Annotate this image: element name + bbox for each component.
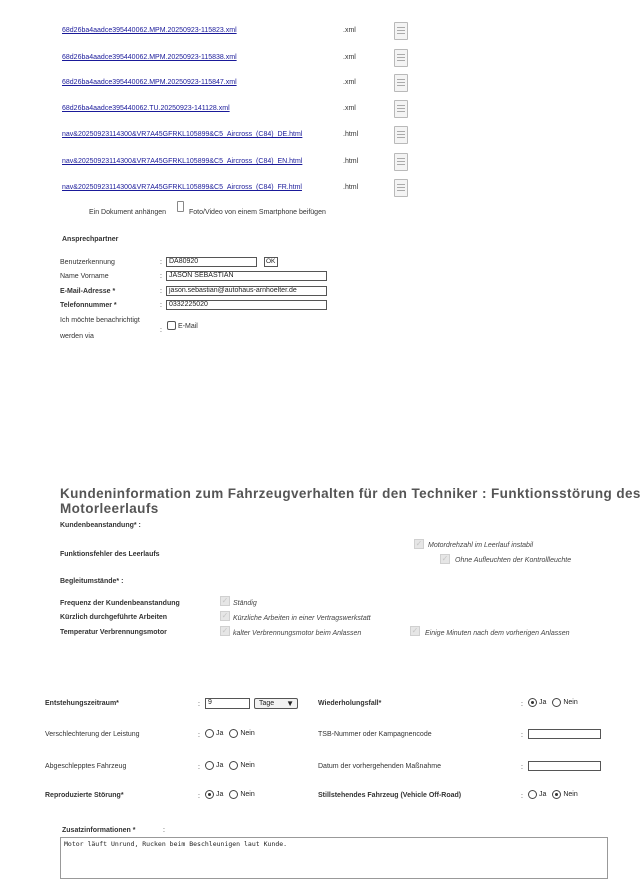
colon: :: [160, 288, 162, 295]
colon: :: [160, 302, 162, 309]
radio-yes[interactable]: [528, 698, 537, 707]
vehicle-off-road-radio-group: [528, 790, 582, 799]
document-icon[interactable]: [394, 126, 408, 144]
attachment-ext: .xml: [343, 54, 356, 61]
frequency-value: Ständig: [233, 600, 257, 607]
section-heading-line2: Motorleerlaufs: [60, 501, 159, 516]
performance-loss-radio-group: [205, 729, 259, 738]
checkbox-checked[interactable]: ✓: [415, 539, 423, 548]
radio-no-label: Nein: [240, 762, 255, 769]
attach-photo-link[interactable]: Foto/Video von einem Smartphone beifügen: [189, 209, 326, 216]
idle-option-label: Ohne Aufleuchten der Kontrollleuchte: [455, 557, 572, 564]
phone-input[interactable]: 0332225020: [166, 300, 327, 310]
reproduced-fault-label: Reproduzierte Störung*: [45, 792, 124, 799]
attachment-link[interactable]: nav&20250923114300&VR7A45GFRKL105899&C5_Aircross_(C84)_DE.html: [62, 131, 303, 138]
previous-action-date-input[interactable]: [528, 761, 601, 771]
radio-no[interactable]: [229, 761, 238, 770]
towed-vehicle-radio-group: [205, 761, 259, 770]
radio-yes-label: Ja: [216, 791, 224, 798]
repeat-case-label: Wiederholungsfall*: [318, 700, 382, 707]
section-heading-line1: Kundeninformation zum Fahrzeugverhalten für den Techniker : Funktionsstörung des: [60, 486, 641, 501]
colon: :: [160, 327, 162, 334]
radio-yes-label: Ja: [539, 699, 547, 706]
checkbox-checked[interactable]: ✓: [221, 626, 229, 635]
smartphone-icon[interactable]: [177, 201, 184, 212]
checkbox-checked[interactable]: ✓: [221, 611, 229, 620]
attachment-ext: .html: [343, 184, 359, 191]
attachment-link[interactable]: 68d26ba4aadce395440062.MPM.20250923-115838.xml: [62, 54, 237, 61]
colon: :: [521, 764, 523, 771]
attach-document-link[interactable]: Ein Dokument anhängen: [89, 209, 167, 216]
reproduced-fault-radio-group: [205, 790, 259, 799]
email-notify-label: E-Mail: [178, 323, 198, 330]
notify-label: Ich möchte benachrichtigt: [60, 317, 140, 324]
radio-yes-label: Ja: [539, 791, 547, 798]
vehicle-off-road-label: Stillstehendes Fahrzeug (Vehicle Off-Road): [318, 792, 462, 799]
radio-yes[interactable]: [528, 790, 537, 799]
radio-yes-label: Ja: [216, 730, 224, 737]
repeat-case-radio-group: [528, 698, 582, 707]
attachment-link[interactable]: nav&20250923114300&VR7A45GFRKL105899&C5_Aircross_(C84)_FR.html: [62, 184, 302, 191]
attachment-ext: .xml: [343, 105, 356, 112]
circumstances-label: Begleitumstände* :: [60, 578, 124, 585]
recent-work-value: Kürzliche Arbeiten in einer Vertragswerkstatt: [233, 615, 371, 622]
document-icon[interactable]: [394, 153, 408, 171]
notify-label-line2: werden via: [60, 333, 94, 340]
document-icon[interactable]: [394, 22, 408, 40]
performance-loss-label: Verschlechterung der Leistung: [45, 731, 140, 738]
user-id-input[interactable]: DA80920: [166, 257, 257, 267]
towed-vehicle-label: Abgeschlepptes Fahrzeug: [45, 763, 127, 770]
email-label: E-Mail-Adresse *: [60, 288, 116, 295]
colon: :: [521, 701, 523, 708]
user-id-label: Benutzerkennung: [60, 259, 115, 266]
radio-no[interactable]: [229, 790, 238, 799]
colon: :: [521, 793, 523, 800]
tsb-number-input[interactable]: [528, 729, 601, 739]
radio-no[interactable]: [552, 790, 561, 799]
checkbox-checked[interactable]: ✓: [411, 626, 419, 635]
document-icon[interactable]: [394, 49, 408, 67]
radio-yes[interactable]: [205, 729, 214, 738]
document-icon[interactable]: [394, 74, 408, 92]
colon: :: [198, 732, 200, 739]
colon: :: [198, 764, 200, 771]
radio-no[interactable]: [229, 729, 238, 738]
radio-no-label: Nein: [563, 791, 578, 798]
attachment-link[interactable]: 68d26ba4aadce395440062.MPM.20250923-115823.xml: [62, 27, 237, 34]
attachment-link[interactable]: 68d26ba4aadce395440062.TU.20250923-141128.xml: [62, 105, 230, 112]
recent-work-label: Kürzlich durchgeführte Arbeiten: [60, 614, 168, 621]
origin-period-label: Entstehungszeitraum*: [45, 700, 119, 707]
email-notify-checkbox[interactable]: [167, 321, 176, 330]
colon: :: [198, 793, 200, 800]
checkbox-checked[interactable]: ✓: [221, 596, 229, 605]
section-heading: [60, 486, 641, 516]
attachment-link[interactable]: nav&20250923114300&VR7A45GFRKL105899&C5_Aircross_(C84)_EN.html: [62, 158, 303, 165]
radio-no-label: Nein: [563, 699, 578, 706]
colon: :: [198, 701, 200, 708]
frequency-label: Frequenz der Kundenbeanstandung: [60, 600, 180, 607]
attachment-link[interactable]: 68d26ba4aadce395440062.MPM.20250923-115847.xml: [62, 79, 237, 86]
document-icon[interactable]: [394, 100, 408, 118]
document-icon[interactable]: [394, 179, 408, 197]
checkbox-checked[interactable]: ✓: [441, 554, 449, 563]
radio-no-label: Nein: [240, 730, 255, 737]
colon: :: [521, 732, 523, 739]
contact-section-title: Ansprechpartner: [62, 236, 119, 243]
radio-no-label: Nein: [240, 791, 255, 798]
origin-unit-select[interactable]: [254, 698, 298, 709]
temperature-value: Einige Minuten nach dem vorherigen Anlassen: [425, 630, 570, 637]
tsb-number-label: TSB-Nummer oder Kampagnencode: [318, 731, 432, 738]
radio-yes[interactable]: [205, 790, 214, 799]
ok-button[interactable]: OK: [264, 257, 278, 267]
colon: :: [163, 827, 165, 834]
radio-no[interactable]: [552, 698, 561, 707]
colon: :: [160, 259, 162, 266]
colon: :: [160, 273, 162, 280]
attachment-ext: .xml: [343, 79, 356, 86]
radio-yes-label: Ja: [216, 762, 224, 769]
attachment-ext: .html: [343, 131, 359, 138]
additional-info-label: Zusatzinformationen *: [62, 827, 136, 834]
previous-action-date-label: Datum der vorhergehenden Maßnahme: [318, 763, 441, 770]
additional-info-textarea[interactable]: Motor läuft Unrund, Rucken beim Beschleunigen laut Kunde.: [60, 837, 608, 879]
idle-fault-label: Funktionsfehler des Leerlaufs: [60, 551, 160, 558]
name-label: Name Vorname: [60, 273, 109, 280]
complaint-label: Kundenbeanstandung* :: [60, 522, 141, 529]
temperature-label: Temperatur Verbrennungsmotor: [60, 629, 167, 636]
temperature-value: kalter Verbrennungsmotor beim Anlassen: [233, 630, 362, 637]
origin-period-input[interactable]: 9: [205, 698, 250, 709]
name-input[interactable]: JASON SEBASTIAN: [166, 271, 327, 281]
phone-label: Telefonnummer *: [60, 302, 117, 309]
attachment-ext: .xml: [343, 27, 356, 34]
chevron-down-icon: ▼: [286, 699, 294, 708]
origin-unit-value: Tage: [259, 700, 275, 707]
attachment-ext: .html: [343, 158, 359, 165]
email-input[interactable]: jason.sebastian@autohaus-arnhoelter.de: [166, 286, 327, 296]
idle-option-label: Motordrehzahl im Leerlauf instabil: [428, 542, 534, 549]
radio-yes[interactable]: [205, 761, 214, 770]
